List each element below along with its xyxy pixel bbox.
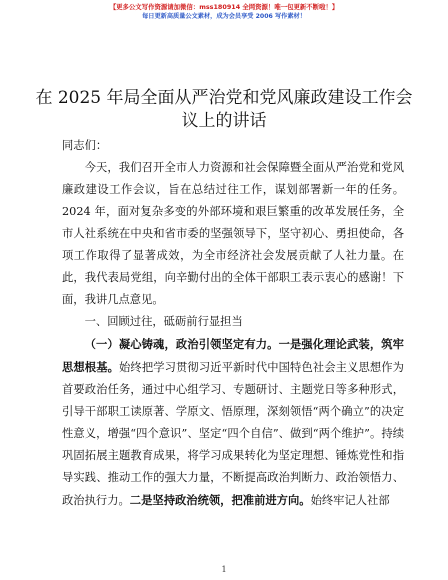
subsection-heading: （一）凝心铸魂，政治引领坚定有力。 xyxy=(84,337,279,351)
point-text-b: 始终牢记人社部 xyxy=(310,494,390,507)
banner-line-2: 每日更新高质量公文素材，成为会员享受 2006 写作素材！ xyxy=(142,13,306,20)
banner-line-1: 【更多公文写作资源请加微信：mss180914 全网资源！唯一包更新不断啦！】 xyxy=(109,3,339,11)
page-number: 1 xyxy=(221,565,227,574)
header-banner xyxy=(0,3,448,21)
subsection-paragraph xyxy=(62,333,404,512)
document-title: 在 2025 年局全面从严治党和党风廉政建设工作会议上的讲话 xyxy=(35,88,413,131)
salutation: 同志们： xyxy=(62,139,108,152)
point-heading-b: 二是坚持政治统领，把准前进方向。 xyxy=(129,493,311,507)
point-heading-a: 一是强化理论武装，筑牢思想根基。 xyxy=(62,337,404,374)
point-text-a: 始终把学习贯彻习近平新时代中国特色社会主义思想作为首要政治任务，通过中心组学习、专题研讨、主题党日等多种形式，引导干部职工读原著、学原文、悟原理，深刻领悟“两个确立”的决定性意义，增强“四个意识”、坚定“四个自信”、做到“两个维护”。持续巩固拓展主题教育成果，将学习成果转化为坚定理想、锤炼党性和指导实践、推动工作的强大力量，不断提高政治判断力、政治领悟力、政治执行力。 xyxy=(62,361,404,507)
section-heading: 一、回顾过往，砥砺前行显担当 xyxy=(84,315,243,328)
intro-paragraph: 今天，我们召开全市人力资源和社会保障暨全面从严治党和党风廉政建设工作会议，旨在总结过往工作，谋划部署新一年的任务。2024 年，面对复杂多变的外部环境和艰巨繁重的改革发展任务，全市人社系统在中央和省市委的坚强领导下，坚守初心、勇担使命，各项工作取得了显著成效，为全市经济社会发展贡献了人社力量。在此，我代表局党组，向辛勤付出的全体干部职工表示衷心的感谢！下面，我讲几点意见。 xyxy=(62,161,404,306)
document-body xyxy=(62,135,404,512)
